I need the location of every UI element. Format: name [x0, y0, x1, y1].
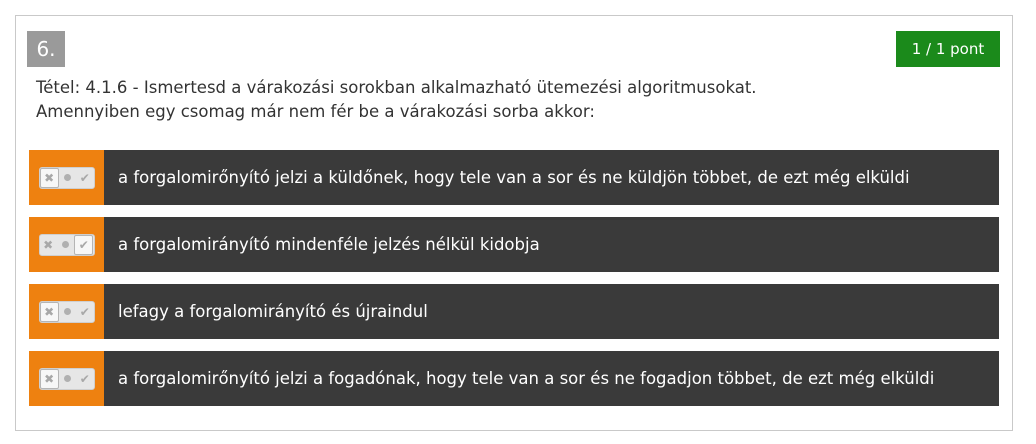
score-badge: 1 / 1 pont: [896, 31, 1000, 67]
answer-toggle-area[interactable]: [29, 284, 104, 339]
answer-option[interactable]: [29, 150, 999, 205]
question-line-1: Tétel: 4.1.6 - Ismertesd a várakozási sorokban alkalmazható ütemezési algoritmusokat.: [36, 78, 757, 97]
cross-icon[interactable]: ✖: [40, 369, 59, 389]
tri-state-toggle[interactable]: [39, 234, 95, 256]
tri-state-toggle[interactable]: [39, 301, 95, 323]
answer-text: a forgalomirőnyító jelzi a fogadónak, hogy tele van a sor és ne fogadjon többet, de ezt még elküldi: [118, 369, 935, 388]
cross-icon[interactable]: ✖: [40, 168, 59, 188]
question-card: [15, 15, 1013, 431]
neutral-dot-icon[interactable]: [59, 302, 76, 322]
check-icon[interactable]: ✔: [79, 170, 90, 185]
neutral-dot-icon[interactable]: [59, 168, 76, 188]
answer-text: a forgalomirányító mindenféle jelzés nélkül kidobja: [118, 235, 540, 254]
answer-option[interactable]: [29, 351, 999, 406]
question-number: 6.: [27, 31, 65, 67]
answer-toggle-area[interactable]: [29, 351, 104, 406]
answer-text: a forgalomirőnyító jelzi a küldőnek, hogy tele van a sor és ne küldjön többet, de ezt még elküldi: [118, 168, 910, 187]
check-icon[interactable]: ✔: [79, 304, 90, 319]
answer-option[interactable]: [29, 217, 999, 272]
cross-icon[interactable]: ✖: [43, 237, 54, 252]
question-line-2: Amennyiben egy csomag már nem fér be a várakozási sorba akkor:: [36, 102, 595, 121]
check-icon[interactable]: ✔: [74, 235, 93, 255]
tri-state-toggle[interactable]: [39, 167, 95, 189]
question-text: [36, 76, 936, 124]
answer-toggle-area[interactable]: [29, 217, 104, 272]
answer-list: [29, 150, 999, 418]
neutral-dot-icon[interactable]: [57, 235, 74, 255]
answer-text: lefagy a forgalomirányító és újraindul: [118, 302, 428, 321]
check-icon[interactable]: ✔: [79, 371, 90, 386]
neutral-dot-icon[interactable]: [59, 369, 76, 389]
tri-state-toggle[interactable]: [39, 368, 95, 390]
answer-option[interactable]: [29, 284, 999, 339]
answer-toggle-area[interactable]: [29, 150, 104, 205]
cross-icon[interactable]: ✖: [40, 302, 59, 322]
